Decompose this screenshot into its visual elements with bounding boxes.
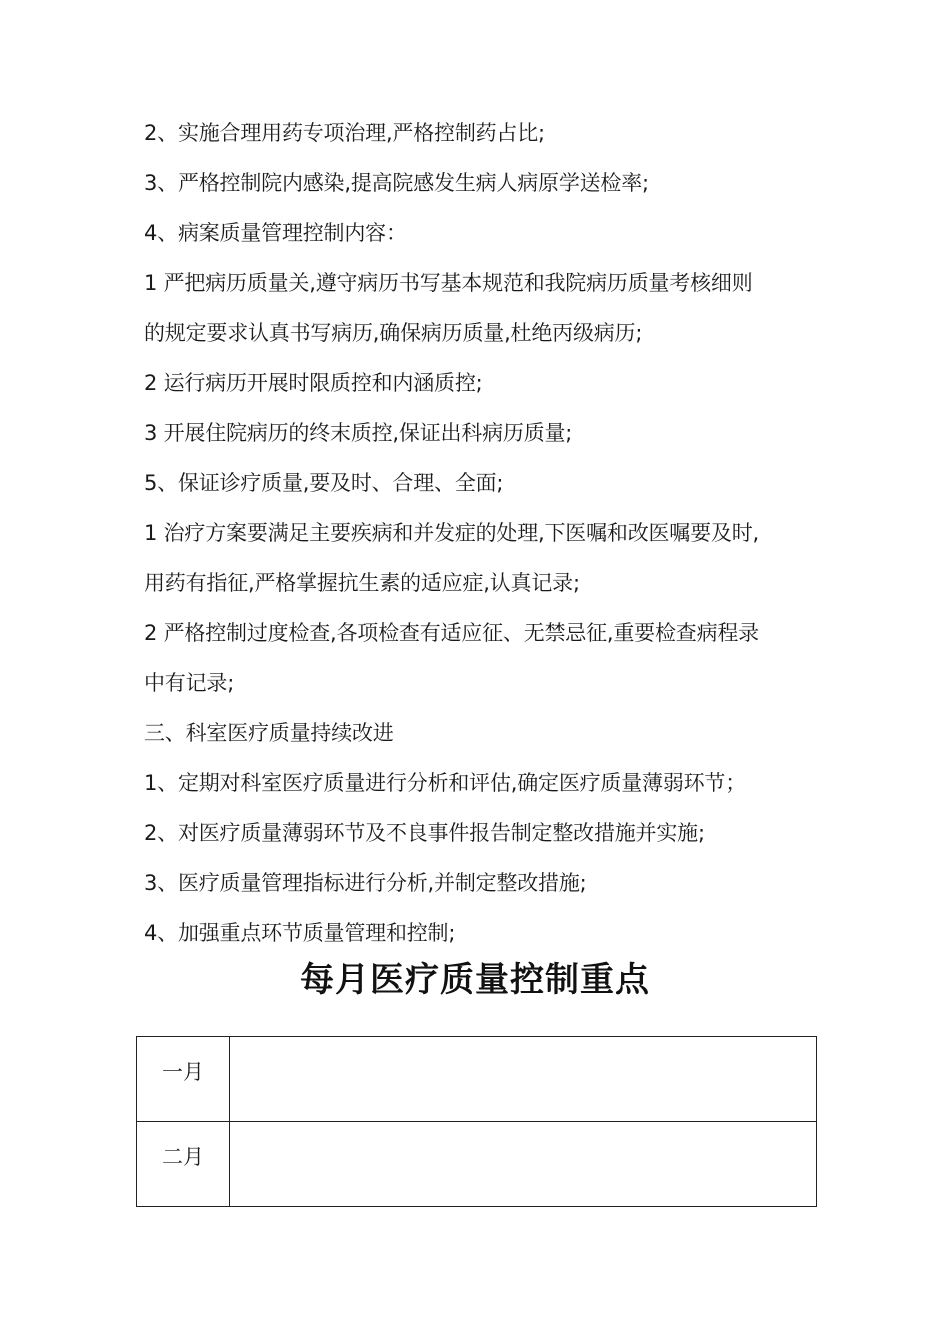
text-line: 中有记录; [144, 671, 235, 695]
text-line: 5、保证诊疗质量,要及时、合理、全面; [144, 471, 504, 495]
text-line: 2、实施合理用药专项治理,严格控制药占比; [144, 121, 545, 145]
table-row [137, 1122, 817, 1207]
table-row [137, 1037, 817, 1122]
text-line: 1 治疗方案要满足主要疾病和并发症的处理,下医嘱和改医嘱要及时, [144, 521, 759, 545]
text-line: 1、定期对科室医疗质量进行分析和评估,确定医疗质量薄弱环节； [144, 771, 747, 795]
month-content-cell [230, 1122, 817, 1207]
text-line: 的规定要求认真书写病历,确保病历质量,杜绝丙级病历; [144, 321, 643, 345]
body-text [144, 108, 824, 958]
text-line: 1 严把病历质量关,遵守病历书写基本规范和我院病历质量考核细则 [144, 271, 753, 295]
month-content-cell [230, 1037, 817, 1122]
text-line: 3、医疗质量管理指标进行分析,并制定整改措施; [144, 871, 587, 895]
text-line: 用药有指征,严格掌握抗生素的适应症,认真记录; [144, 571, 580, 595]
text-line: 2 运行病历开展时限质控和内涵质控; [144, 371, 483, 395]
text-line: 3 开展住院病历的终末质控,保证出科病历质量; [144, 421, 573, 445]
month-label: 一月 [137, 1037, 230, 1122]
section-heading: 三、科室医疗质量持续改进 [144, 721, 394, 745]
monthly-focus-table [136, 1036, 817, 1207]
text-line: 2、对医疗质量薄弱环节及不良事件报告制定整改措施并实施; [144, 821, 705, 845]
text-line: 4、病案质量管理控制内容： [144, 221, 407, 245]
page-title: 每月医疗质量控制重点 [300, 960, 650, 1000]
text-line: 2 严格控制过度检查,各项检查有适应征、无禁忌征,重要检查病程录 [144, 621, 759, 645]
text-line: 4、加强重点环节质量管理和控制; [144, 921, 456, 945]
text-line: 3、严格控制院内感染,提高院感发生病人病原学送检率; [144, 171, 649, 195]
month-label: 二月 [137, 1122, 230, 1207]
